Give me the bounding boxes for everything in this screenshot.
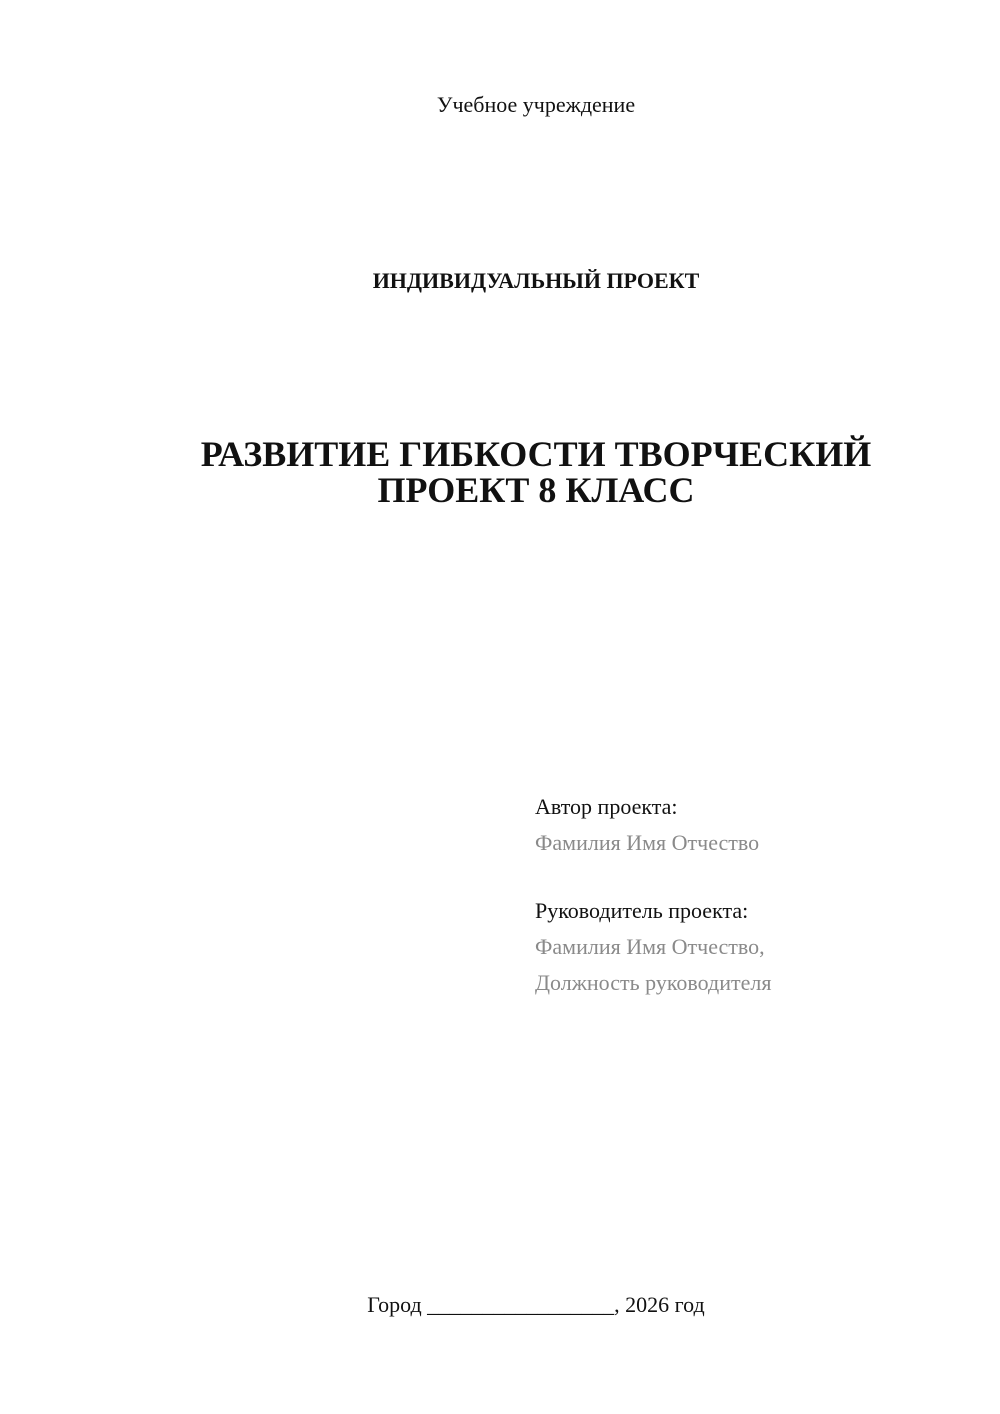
author-label: Автор проекта:: [535, 794, 678, 819]
year-text: , 2026 год: [614, 1292, 705, 1317]
city-blank: _________________: [427, 1292, 615, 1317]
institution-name: Учебное учреждение: [436, 92, 636, 117]
project-title-line-2: ПРОЕКТ 8 КЛАСС: [377, 470, 695, 510]
supervisor-label: Руководитель проекта:: [535, 898, 749, 923]
supervisor-position: Должность руководителя: [535, 970, 772, 995]
supervisor-name: Фамилия Имя Отчество,: [535, 934, 765, 959]
project-info-block: [535, 789, 955, 1001]
city-label: Город: [367, 1292, 422, 1317]
city-year-line: [0, 1289, 1000, 1321]
project-title-line-1: РАЗВИТИЕ ГИБКОСТИ ТВОРЧЕСКИЙ: [200, 434, 872, 474]
project-title: [0, 436, 1000, 508]
document-type: ИНДИВИДУАЛЬНЫЙ ПРОЕКТ: [372, 268, 700, 293]
author-name: Фамилия Имя Отчество: [535, 830, 760, 855]
info-spacer: [535, 861, 955, 893]
